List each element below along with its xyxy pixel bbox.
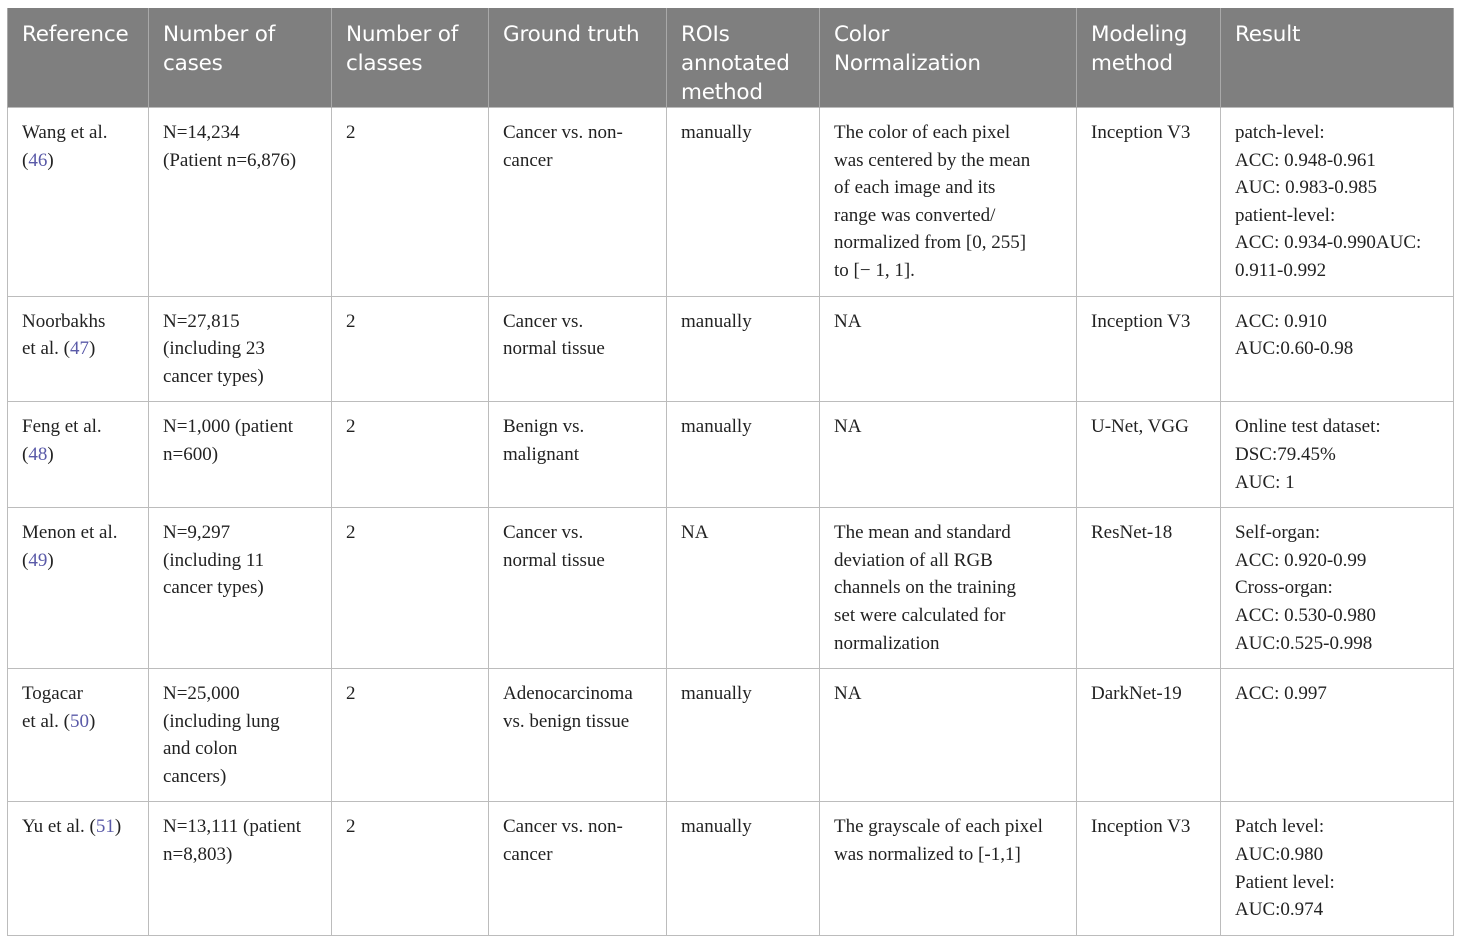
cell-ground-truth — [489, 802, 667, 935]
cell-text-line: (including 11 — [163, 549, 265, 571]
cell-ground-truth — [489, 669, 667, 802]
reference-citation — [22, 547, 134, 575]
reference-suffix: ) — [47, 149, 54, 171]
cell-text-line: 2 — [346, 416, 356, 438]
cell-text-line: of each image and its — [834, 177, 996, 199]
cell-text-line: (including lung — [163, 710, 280, 732]
reference-suffix: ) — [89, 710, 96, 732]
reference-suffix: ) — [47, 549, 54, 571]
cell-text-line: patch-level: — [1235, 122, 1325, 143]
cell-text-line: n=8,803) — [163, 844, 233, 866]
cell-text-line: N=25,000 — [163, 683, 240, 705]
cell-cases — [149, 108, 332, 297]
cell-text-line: The color of each pixel — [834, 122, 1011, 143]
cell-text-line: cancer types) — [163, 365, 264, 387]
cell-text-line: NA — [834, 310, 862, 332]
cell-text-line: Benign vs. — [503, 416, 585, 438]
cell-text-line: ACC: 0.948-0.961 — [1235, 149, 1376, 171]
cell-color-normalization — [820, 296, 1077, 402]
cell-text-line: was normalized to [-1,1] — [834, 844, 1021, 866]
cell-text-line: NA — [834, 416, 862, 438]
cell-text-line: N=1,000 (patient — [163, 416, 293, 438]
cell-text-line: 2 — [346, 522, 356, 544]
reference-prefix: ( — [22, 549, 29, 571]
cell-ground-truth — [489, 108, 667, 297]
cell-text-line: normalized from [0, 255] — [834, 232, 1027, 254]
cell-text-line: to [− 1, 1]. — [834, 259, 915, 281]
cell-text-line: NA — [834, 683, 862, 705]
cell-text-line: AUC:0.980 — [1235, 844, 1324, 866]
cell-cases — [149, 508, 332, 669]
cell-result — [1221, 508, 1454, 669]
cell-classes — [332, 296, 489, 402]
table-row — [8, 402, 1454, 508]
cell-text-line: AUC:0.974 — [1235, 899, 1324, 921]
cell-color-normalization — [820, 108, 1077, 297]
cell-modeling-method — [1077, 669, 1221, 802]
cell-text-line: manually — [681, 816, 752, 838]
cell-text-line: 0.911-0.992 — [1235, 259, 1327, 281]
cell-text-line: Cancer vs. — [503, 522, 584, 544]
cell-classes — [332, 508, 489, 669]
cell-text-line: Cancer vs. — [503, 310, 584, 332]
cell-text-line: N=14,234 — [163, 122, 240, 143]
reference-link[interactable]: 46 — [28, 149, 48, 171]
cell-cases — [149, 802, 332, 935]
header-row — [8, 8, 1454, 108]
cell-text-line: malignant — [503, 443, 579, 465]
cell-color-normalization — [820, 802, 1077, 935]
reference-prefix: et al. ( — [22, 710, 71, 732]
cell-result — [1221, 108, 1454, 297]
cell-text-line: Online test dataset: — [1235, 416, 1381, 438]
cell-reference — [8, 108, 149, 297]
header-rois-annotated-method: ROIs annotated method — [667, 8, 820, 108]
cell-modeling-method — [1077, 402, 1221, 508]
table-row — [8, 108, 1454, 297]
reference-authors: Menon et al. — [22, 522, 118, 544]
reference-citation — [22, 708, 134, 736]
reference-suffix: ) — [89, 338, 96, 360]
cell-text-line: ACC: 0.920-0.99 — [1235, 549, 1367, 571]
cell-text-line: Patch level: — [1235, 816, 1325, 838]
cell-modeling-method — [1077, 802, 1221, 935]
cell-text-line: set were calculated for — [834, 604, 1006, 626]
cell-text-line: Cancer vs. non- — [503, 122, 623, 143]
cell-roi-method — [667, 802, 820, 935]
cell-text-line: AUC:0.525-0.998 — [1235, 632, 1373, 654]
cell-roi-method — [667, 108, 820, 297]
cell-text-line: AUC: 0.983-0.985 — [1235, 177, 1377, 199]
reference-authors: Noorbakhs — [22, 310, 106, 332]
cell-text-line: Inception V3 — [1091, 816, 1191, 838]
table-row — [8, 296, 1454, 402]
cell-text-line: ACC: 0.934-0.990AUC: — [1235, 232, 1422, 254]
cell-ground-truth — [489, 402, 667, 508]
cell-reference — [8, 402, 149, 508]
cell-text-line: channels on the training — [834, 577, 1017, 599]
reference-prefix: et al. ( — [22, 338, 71, 360]
cell-text-line: Self-organ: — [1235, 522, 1321, 544]
reference-authors: Togacar — [22, 683, 83, 705]
cell-text-line: patient-level: — [1235, 204, 1336, 226]
cell-text-line: (including 23 — [163, 338, 265, 360]
cell-cases — [149, 296, 332, 402]
cell-text-line: ACC: 0.910 — [1235, 310, 1327, 332]
cell-roi-method — [667, 508, 820, 669]
reference-link[interactable]: 47 — [70, 338, 90, 360]
cell-text-line: range was converted/ — [834, 204, 996, 226]
reference-prefix: ( — [22, 149, 29, 171]
header-result: Result — [1221, 8, 1454, 108]
reference-link[interactable]: 49 — [28, 549, 48, 571]
table-row — [8, 508, 1454, 669]
reference-citation — [22, 147, 134, 175]
cell-text-line: normalization — [834, 632, 940, 654]
cell-text-line: manually — [681, 416, 752, 438]
header-reference: Reference — [8, 8, 149, 108]
cell-classes — [332, 108, 489, 297]
cell-text-line: DarkNet-19 — [1091, 683, 1182, 705]
cell-ground-truth — [489, 508, 667, 669]
cell-result — [1221, 296, 1454, 402]
cell-text-line: Adenocarcinoma — [503, 683, 633, 705]
cell-text-line: 2 — [346, 816, 356, 838]
reference-prefix: ( — [22, 443, 29, 465]
cell-text-line: n=600) — [163, 443, 219, 465]
cell-text-line: NA — [681, 522, 709, 544]
cell-modeling-method — [1077, 508, 1221, 669]
cell-reference — [8, 508, 149, 669]
cell-text-line: N=13,111 (patient — [163, 816, 302, 838]
reference-citation — [22, 441, 134, 469]
cell-text-line: deviation of all RGB — [834, 549, 993, 571]
reference-citation — [22, 813, 134, 841]
cell-text-line: N=27,815 — [163, 310, 240, 332]
cell-text-line: 2 — [346, 122, 356, 143]
reference-link[interactable]: 50 — [70, 710, 90, 732]
cell-roi-method — [667, 669, 820, 802]
table-body — [8, 108, 1454, 936]
cell-cases — [149, 402, 332, 508]
cell-text-line: DSC:79.45% — [1235, 443, 1336, 465]
cell-text-line: cancers) — [163, 765, 227, 787]
header-number-of-cases: Number of cases — [149, 8, 332, 108]
reference-link[interactable]: 48 — [28, 443, 48, 465]
header-ground-truth: Ground truth — [489, 8, 667, 108]
cell-result — [1221, 669, 1454, 802]
cell-text-line: ACC: 0.997 — [1235, 683, 1327, 705]
cell-roi-method — [667, 402, 820, 508]
header-color-normalization: Color Normalization — [820, 8, 1077, 108]
cell-text-line: Cancer vs. non- — [503, 816, 623, 838]
reference-suffix: ) — [47, 443, 54, 465]
header-number-of-classes: Number of classes — [332, 8, 489, 108]
cell-cases — [149, 669, 332, 802]
cell-text-line: ACC: 0.530-0.980 — [1235, 604, 1376, 626]
cell-ground-truth — [489, 296, 667, 402]
cell-classes — [332, 669, 489, 802]
reference-prefix: Yu et al. ( — [22, 816, 96, 838]
cell-modeling-method — [1077, 296, 1221, 402]
cell-text-line: The grayscale of each pixel — [834, 816, 1043, 838]
cell-text-line: ResNet-18 — [1091, 522, 1173, 544]
reference-link[interactable]: 51 — [95, 816, 115, 838]
cell-text-line: manually — [681, 122, 752, 143]
cell-classes — [332, 802, 489, 935]
cell-text-line: and colon — [163, 738, 238, 760]
reference-authors: Wang et al. — [22, 122, 108, 143]
cell-text-line: Inception V3 — [1091, 122, 1191, 143]
cell-text-line: 2 — [346, 310, 356, 332]
cell-text-line: U-Net, VGG — [1091, 416, 1189, 438]
cell-text-line: 2 — [346, 683, 356, 705]
cell-text-line: manually — [681, 683, 752, 705]
cell-classes — [332, 402, 489, 508]
cell-text-line: vs. benign tissue — [503, 710, 630, 732]
cell-text-line: AUC: 1 — [1235, 471, 1295, 493]
cell-text-line: Inception V3 — [1091, 310, 1191, 332]
cell-text-line: was centered by the mean — [834, 149, 1031, 171]
table-row — [8, 669, 1454, 802]
cell-text-line: (Patient n=6,876) — [163, 149, 297, 171]
cell-text-line: Patient level: — [1235, 871, 1335, 893]
cell-result — [1221, 402, 1454, 508]
cell-color-normalization — [820, 669, 1077, 802]
cell-text-line: manually — [681, 310, 752, 332]
reference-authors: Feng et al. — [22, 416, 102, 438]
cell-modeling-method — [1077, 108, 1221, 297]
header-modeling-method: Modeling method — [1077, 8, 1221, 108]
literature-table — [7, 8, 1454, 936]
cell-result — [1221, 802, 1454, 935]
cell-text-line: AUC:0.60-0.98 — [1235, 338, 1354, 360]
cell-text-line: normal tissue — [503, 549, 605, 571]
cell-text-line: Cross-organ: — [1235, 577, 1333, 599]
cell-color-normalization — [820, 402, 1077, 508]
cell-reference — [8, 296, 149, 402]
cell-text-line: normal tissue — [503, 338, 605, 360]
cell-text-line: cancer types) — [163, 577, 264, 599]
cell-color-normalization — [820, 508, 1077, 669]
cell-roi-method — [667, 296, 820, 402]
cell-text-line: The mean and standard — [834, 522, 1011, 544]
cell-text-line: cancer — [503, 844, 553, 866]
reference-citation — [22, 335, 134, 363]
cell-reference — [8, 802, 149, 935]
reference-suffix: ) — [114, 816, 122, 838]
table-row — [8, 802, 1454, 935]
cell-text-line: cancer — [503, 149, 553, 171]
cell-text-line: N=9,297 — [163, 522, 231, 544]
cell-reference — [8, 669, 149, 802]
